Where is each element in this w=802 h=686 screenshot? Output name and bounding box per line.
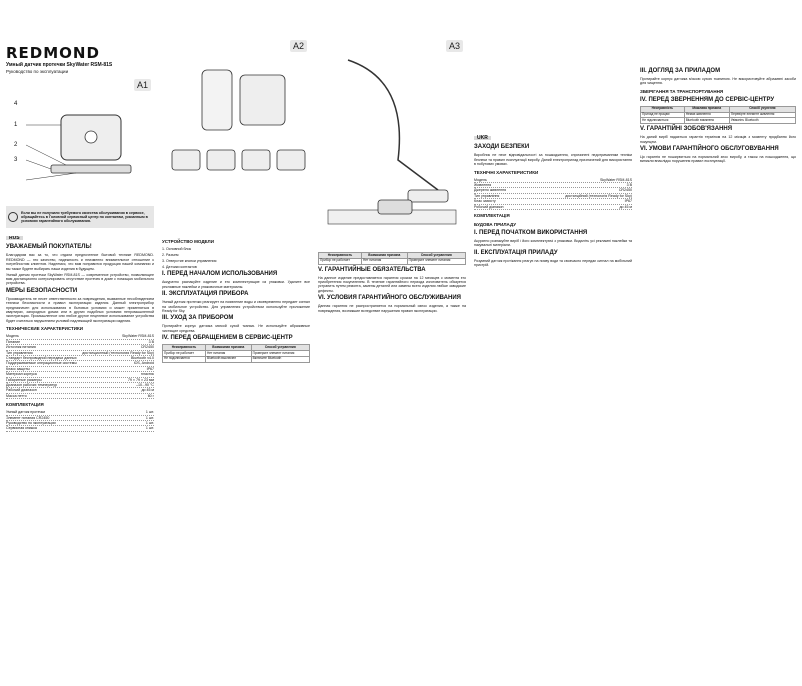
table-row: Прибор не работает Нет питания Проверьте элемент питания — [163, 351, 310, 357]
ru-kit-list — [6, 410, 154, 432]
ua-spec-list — [474, 178, 632, 210]
ru-safety-title: МЕРЫ БЕЗОПАСНОСТИ — [6, 287, 78, 294]
ru-s5-title: V. ГАРАНТИЙНЫЕ ОБЯЗАТЕЛЬСТВА — [318, 266, 426, 273]
sensor-drawing-a1 — [6, 95, 154, 200]
lang-badge-ukr: UKR — [474, 136, 491, 140]
service-warning-box — [6, 206, 154, 228]
spec-row: Материал корпуса пластик — [6, 372, 154, 377]
ua-s5-text: На даний виріб надається гарантія терміном на 12 місяців з моменту придбання його покупцем. — [640, 135, 796, 144]
ua-s1-text: Акуратно розпакуйте виріб і його комплектуючі з упаковки. Видаліть усі рекламні наклейки та пакувальні матеріали. — [474, 239, 632, 248]
ru-s3-title: III. УХОД ЗА ПРИБОРОМ — [162, 315, 234, 322]
figure-label-a3: A3 — [446, 40, 463, 52]
ru-s6-title: VI. УСЛОВИЯ ГАРАНТИЙНОГО ОБСЛУЖИВАНИЯ — [318, 295, 461, 302]
kit-row: Умный датчик протечки 1 шт. — [6, 410, 154, 415]
ru-trouble-table-cont: Неисправность Возможная причина Способ устранения Прибор не работает Нет питания Проверьте элемент питания — [318, 252, 466, 265]
ua-s6-text: Ця гарантія не поширюється на нормальний знос виробу, а також на пошкодження, що виникли внаслідок порушення правил експлуатації. — [640, 155, 796, 164]
column-4 — [474, 6, 632, 682]
ua-s1-title: I. ПЕРЕД ПОЧАТКОМ ВИКОРИСТАННЯ — [474, 230, 588, 237]
spec-row: Габаритные размеры 79 × 79 × 23 мм — [6, 377, 154, 382]
ua-s5-title: V. ГАРАНТІЙНІ ЗОБОВ'ЯЗАННЯ — [640, 126, 733, 133]
ua-device-title: БУДОВА ПРИЛАДУ — [474, 222, 517, 228]
spec-row: Стандарт беспроводной передачи данных Bluetooth v4.0 — [6, 355, 154, 360]
ua-s4-title: IV. ПЕРЕД ЗВЕРНЕННЯМ ДО СЕРВІС-ЦЕНТРУ — [640, 96, 775, 103]
ru-greeting: УВАЖАЕМЫЙ ПОКУПАТЕЛЬ! — [6, 244, 92, 251]
callout-1: 1 — [14, 122, 18, 128]
ua-safety-text: Виробник не несе відповідальності за пошкодження, спричинені недотриманням техніки безпеки та правил експлуатації виробу. Даний електроприлад призначений для використання в побутових умовах. — [474, 153, 632, 167]
figure-a2 — [162, 40, 310, 230]
figure-label-a1: A1 — [134, 79, 151, 91]
figure-a3 — [318, 40, 466, 245]
spec-row: Робочий діапазон до 45 м — [474, 204, 632, 209]
ru-device-title: УСТРОЙСТВО МОДЕЛИ — [162, 239, 214, 244]
callout-4: 4 — [14, 101, 18, 107]
ru-s2-title: II. ЭКСПЛУАТАЦИЯ ПРИБОРА — [162, 291, 249, 298]
column-3 — [318, 250, 466, 682]
table-row: Прилад не працює Немає живлення Перевірте елемент живлення — [641, 112, 796, 118]
callout-3: 3 — [14, 157, 18, 163]
ru-s1-text: Аккуратно распакуйте изделие и его комплектующие из упаковки. Удалите все рекламные наклейки и упаковочные материалы. — [162, 280, 310, 289]
ru-spec-title: ТЕХНИЧЕСКИЕ ХАРАКТЕРИСТИКИ — [6, 326, 83, 332]
service-warning-text: Если вы не получили требуемого качества обслуживания в сервисе, обращайтесь в Головной сервисный центр по контактам, указанным в условиях гарантийного обслуживания. — [21, 210, 148, 224]
ru-device-part: 1. Основной блок — [162, 247, 192, 251]
figure-a1 — [6, 80, 154, 200]
install-drawing-a3 — [318, 40, 466, 245]
kit-row: Руководство по эксплуатации 1 шт. — [6, 420, 154, 425]
ru-s5-text: На данное изделие предоставляется гарантия сроком на 12 месяцев с момента его приобретения покупателем. В течение гарантийного периода изготовитель обязуется устранить путем ремонта, замены деталей или замены всего изделия любые заводские дефекты. — [318, 275, 466, 293]
product-title: Умный датчик протечки SkyWater RSM-81S — [6, 62, 113, 68]
spec-row: Тип управления дистанционный (технология Ready for Sky) — [6, 350, 154, 355]
ru-device-part: 2. Разъем — [162, 253, 179, 257]
spec-row: Клас захисту IP67 — [474, 199, 632, 204]
product-subtitle: Руководство по эксплуатации — [6, 69, 69, 74]
spec-row: Диапазон рабочих температур –10...90 °C — [6, 382, 154, 387]
ua-s3-text: Протирайте корпус датчика м'якою сухою тканиною. Не використовуйте абразивні засоби для чищення. — [640, 77, 796, 86]
column-2 — [162, 236, 310, 682]
spec-row: Живлення 3 В — [474, 183, 632, 188]
ua-storage-title: ЗБЕРІГАННЯ ТА ТРАНСПОРТУВАННЯ — [640, 88, 724, 94]
table-row: Прибор не работает Нет питания Проверьте элемент питания — [319, 258, 466, 264]
column-5 — [640, 6, 796, 682]
spec-row: Тип управління дистанційний (технологія Ready for Sky) — [474, 193, 632, 198]
ua-s6-title: VI. УМОВИ ГАРАНТІЙНОГО ОБСЛУГОВУВАННЯ — [640, 146, 779, 153]
spec-row: Класс защиты IP67 — [6, 366, 154, 371]
ru-s2-text: Умный датчик протечки реагирует на появление воды и своевременно передает сигнал на мобильное устройство. Для управления устройством используйте приложение Ready for Sky. — [162, 300, 310, 314]
spec-row: Модель SkyWater RSM-81S — [6, 334, 154, 339]
ua-safety-title: ЗАХОДИ БЕЗПЕКИ — [474, 144, 530, 151]
warning-icon — [8, 212, 18, 222]
brand-logo: REDMOND — [6, 44, 100, 62]
ru-trouble-table: Неисправность Возможная причина Способ устранения Прибор не работает Нет питания Проверьте элемент питания Не подключается Bluetooth выключен Включите Bluetooth — [162, 344, 310, 362]
ru-device-part: 4. Датчики контактов — [162, 265, 197, 269]
ru-s3-text: Протирайте корпус датчика мягкой сухой тканью. Не используйте абразивные чистящие средства. — [162, 324, 310, 333]
ua-s3-title: III. ДОГЛЯД ЗА ПРИЛАДОМ — [640, 68, 721, 74]
ua-s2-text: Розумний датчик протікання реагує на появу води та своєчасно передає сигнал на мобільний пристрій. — [474, 258, 632, 268]
lang-badge-rus: RUS — [6, 236, 23, 240]
table-row: Не подключается Bluetooth выключен Включите Bluetooth — [163, 356, 310, 362]
table-row: Не підключається Bluetooth вимкнено Увімкніть Bluetooth — [641, 118, 796, 124]
ru-intro-2: Умный датчик протечки SkyWater RSM-81S — современное устройство, позволяющее вам дистанционно контролировать отсутствие протечек в доме с помощью мобильного устройства. — [6, 272, 154, 286]
spec-row: Источник питания CR2450 — [6, 345, 154, 350]
ru-safety-text: Производитель не несет ответственности за повреждения, вызванные несоблюдением техники безопасности и правил эксплуатации изделия. Данный электроприбор предназначен для использования в бытовых условиях и может применяться в квартирах, загородных домах или в других подобных условиях непромышленной эксплуатации. Промышленное или любое другое нецелевое использование устройства будет считаться нарушением условий надлежащей эксплуатации изделия. — [6, 296, 154, 323]
figure-label-a2: A2 — [290, 40, 307, 52]
spec-row: Масса нетто 60 г — [6, 393, 154, 398]
callout-2: 2 — [14, 142, 18, 148]
ru-spec-list — [6, 334, 154, 399]
ru-kit-title: КОМПЛЕКТАЦИЯ — [6, 402, 44, 408]
phone-drawing-a2 — [162, 40, 310, 230]
ua-trouble-table: Несправність Можлива причина Спосіб усунення Прилад не працює Немає живлення Перевірте елемент живлення Не підключається Bluetooth вимкнено Увімкніть Bluetooth — [640, 106, 796, 124]
ru-intro: Благодарим вас за то, что отдали предпочтение бытовой технике REDMOND. REDMOND — это качество, надежность и неизменно внимательное отношение к потребностям клиентов. Надеемся, что вам понравится продукция нашей компании и вы также будете выбирать наши изделия в будущем. — [6, 253, 154, 271]
ua-s2-title: II. ЕКСПЛУАТАЦІЯ ПРИЛАДУ — [474, 249, 558, 256]
column-1 — [6, 236, 154, 682]
spec-row: Рабочий диапазон до 45 м — [6, 388, 154, 393]
ua-kit-title: КОМПЛЕКТАЦІЯ — [474, 213, 510, 219]
ru-s4-title: IV. ПЕРЕД ОБРАЩЕНИЕМ В СЕРВИС-ЦЕНТР — [162, 335, 293, 342]
kit-row: Сервисная книжка 1 шт. — [6, 426, 154, 431]
ru-s6-text: Данная гарантия не распространяется на нормальный износ изделия, а также на повреждения, возникшие вследствие нарушения правил эксплуатации. — [318, 304, 466, 313]
spec-row: Джерело живлення CR2450 — [474, 188, 632, 193]
kit-row: Элемент питания CR2450 1 шт. — [6, 415, 154, 420]
ru-device-part: 3. Отверстие кнопки управления — [162, 259, 217, 263]
spec-row: Модель SkyWater RSM-81S — [474, 177, 632, 182]
ru-s1-title: I. ПЕРЕД НАЧАЛОМ ИСПОЛЬЗОВАНИЯ — [162, 271, 278, 278]
spec-row: Питание 3 В — [6, 339, 154, 344]
spec-row: Поддерживаемые операционные системы iOS, Android — [6, 361, 154, 366]
ua-spec-title: ТЕХНІЧНІ ХАРАКТЕРИСТИКИ — [474, 169, 539, 175]
